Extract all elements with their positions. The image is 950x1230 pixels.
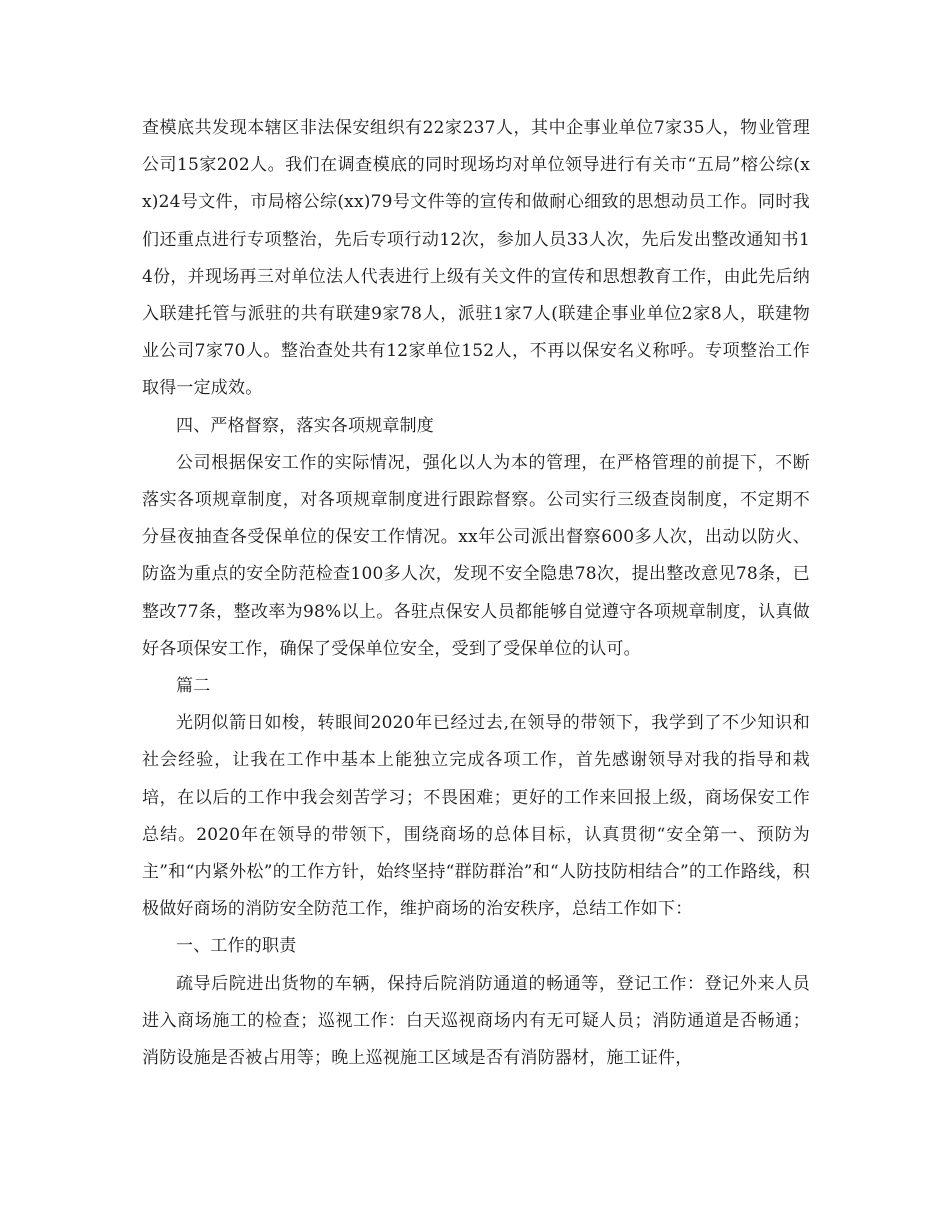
part-heading-two: 篇二	[176, 676, 211, 697]
paragraph-duties: 疏导后院进出货物的车辆，保持后院消防通道的畅通等，登记工作：登记外来人员进入商场施工的检查；巡视工作：白天巡视商场内有无可疑人员；消防通道是否畅通；消防设施是否被占用等；晚上巡视施工区域是否有消防器材，施工证件，	[142, 973, 810, 1069]
paragraph-supervision: 公司根据保安工作的实际情况，强化以人为本的管理，在严格管理的前提下，不断落实各项规章制度，对各项规章制度进行跟踪督察。公司实行三级查岗制度，不定期不分昼夜抽查各受保单位的保安工作情况。xx年公司派出督察600多人次，出动以防火、防盗为重点的安全防范检查100多人次，发现不安全隐患78次，提出整改意见78条，已整改77条，整改率为98%以上。各驻点保安人员都能够自觉遵守各项规章制度，认真做好各项保安工作，确保了受保单位安全，受到了受保单位的认可。	[142, 452, 810, 659]
section-heading-duties: 一、工作的职责	[176, 936, 297, 957]
document-body	[142, 110, 810, 1077]
paragraph-continuation: 查模底共发现本辖区非法保安组织有22家237人，其中企事业单位7家35人，物业管理公司15家202人。我们在调查模底的同时现场均对单位领导进行有关市“五局”榕公综(xx)24号文件，市局榕公综(xx)79号文件等的宣传和做耐心细致的思想动员工作。同时我们还重点进行专项整治，先后专项行动12次，参加人员33人次，先后发出整改通知书14份，并现场再三对单位法人代表进行上级有关文件的宣传和思想教育工作，由此先后纳入联建托管与派驻的共有联建9家78人，派驻1家7人(联建企事业单位2家8人，联建物业公司7家70人。整治查处共有12家单位152人，不再以保安名义称呼。专项整治工作取得一定成效。	[142, 118, 810, 399]
section-heading-supervision: 四、严格督察，落实各项规章制度	[176, 415, 434, 436]
paragraph-intro: 光阴似箭日如梭，转眼间2020年已经过去,在领导的带领下，我学到了不少知识和社会经验，让我在工作中基本上能独立完成各项工作，首先感谢领导对我的指导和栽培，在以后的工作中我会刻苦学习；不畏困难；更好的工作来回报上级，商场保安工作总结。2020年在领导的带领下，围绕商场的总体目标，认真贯彻“安全第一、预防为主”和“内紧外松”的工作方针，始终坚持“群防群治”和“人防技防相结合”的工作路线，积极做好商场的消防安全防范工作，维护商场的治安秩序，总结工作如下：	[142, 713, 810, 920]
